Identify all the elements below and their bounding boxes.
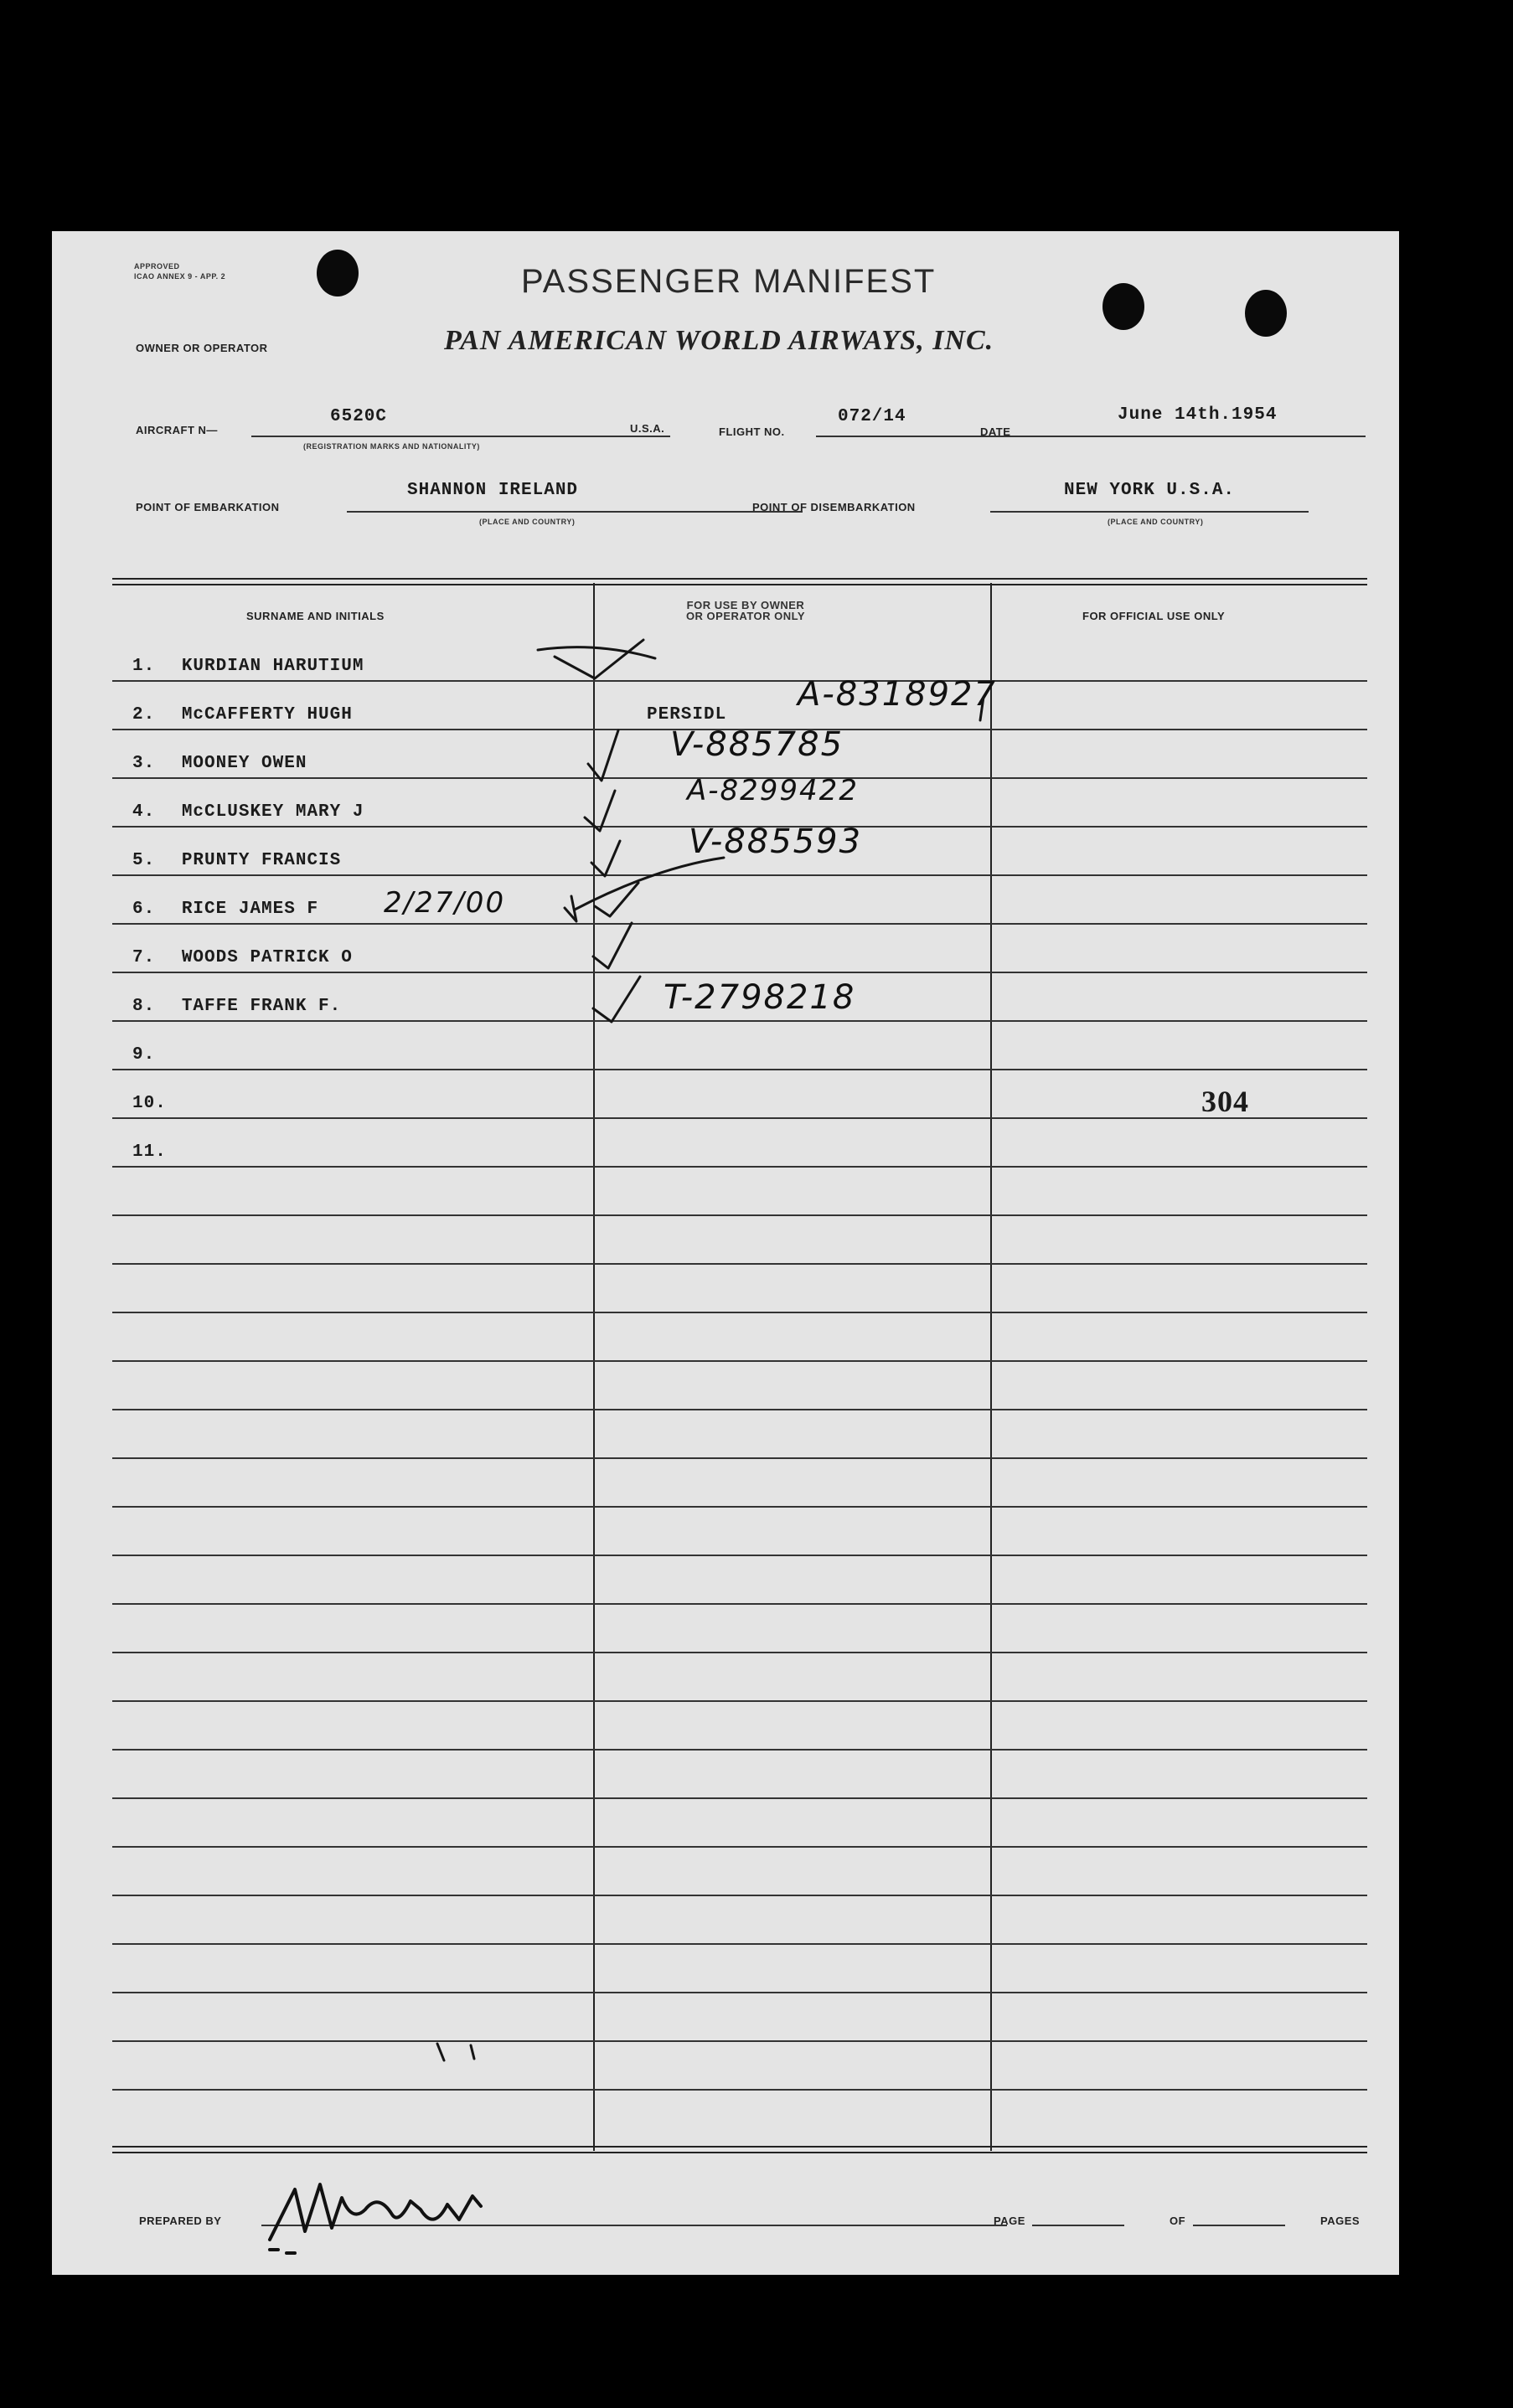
page-title: PASSENGER MANIFEST [521,263,937,300]
place-note: (PLACE AND COUNTRY) [479,518,576,526]
check-mark [593,923,632,968]
col-header-surname: SURNAME AND INITIALS [246,610,385,622]
check-mark [593,977,640,1022]
passenger-name: McCLUSKEY MARY J [181,802,364,822]
pen-stroke [575,858,724,910]
stamp-number: 304 [1201,1085,1249,1118]
pages-label: PAGES [1320,2215,1361,2227]
passenger-name: PRUNTY FRANCIS [181,851,342,870]
col-header-owner-line: FOR USE BY OWNER [686,599,805,611]
embark-value: SHANNON IRELAND [407,481,579,500]
date-value: June 14th.1954 [1118,405,1278,425]
manifest-sheet [52,231,1399,2275]
row-number: 11. [132,1142,167,1162]
signature [261,2173,546,2256]
handwritten-note: T-2798218 [664,978,856,1017]
check-mark [591,841,620,876]
check-mark [585,791,615,831]
flight-label: FLIGHT NO. [719,425,785,438]
flight-value: 072/14 [838,407,906,426]
handwritten-note: V-885785 [670,725,844,764]
nationality-value: U.S.A. [630,422,665,435]
row-number: 10. [132,1094,167,1113]
passenger-name: RICE JAMES F [181,900,319,919]
aircraft-label: AIRCRAFT N— [136,424,218,436]
passenger-name: McCAFFERTY HUGH [181,705,353,724]
handwritten-note: 2/27/00 [384,886,506,920]
col-header-owner-line: OR OPERATOR ONLY [685,610,806,622]
pen-stroke [437,2044,474,2060]
handwritten-note: A-8318927 [798,675,997,714]
check-mark [595,883,638,916]
row-number: 1. [132,657,156,676]
approval-line: ICAO ANNEX 9 - APP. 2 [134,272,226,281]
check-mark [588,730,618,781]
of-underline [1193,2225,1285,2226]
disembark-label: POINT OF DISEMBARKATION [752,501,916,513]
handwritten-note: V-885593 [689,822,863,861]
check-mark [555,640,643,678]
disembark-value: NEW YORK U.S.A. [1064,481,1236,500]
passenger-name: TAFFE FRANK F. [181,997,342,1016]
approval-line: APPROVED [134,262,180,271]
page-underline [1032,2225,1124,2226]
row-number: 3. [132,754,156,773]
handwritten-marks [52,231,1399,2275]
row-number: 2. [132,705,156,724]
page-label: PAGE [994,2215,1025,2227]
aircraft-value: 6520C [330,407,388,426]
prepared-by-label: PREPARED BY [139,2215,222,2227]
passenger-name: MOONEY OWEN [181,754,307,773]
passenger-name: WOODS PATRICK O [181,948,353,967]
passenger-name: KURDIAN HARUTIUM [181,657,364,676]
of-label: OF [1170,2215,1186,2227]
embark-label: POINT OF EMBARKATION [136,501,280,513]
row-number: 5. [132,851,156,870]
row-number: 7. [132,948,156,967]
registration-note: (REGISTRATION MARKS AND NATIONALITY) [303,442,480,451]
date-label: DATE [980,425,1011,438]
row-number: 8. [132,997,156,1016]
row-number: 4. [132,802,156,822]
row-number: 9. [132,1045,156,1065]
pen-stroke [980,697,984,720]
owner-label: OWNER OR OPERATOR [136,342,268,354]
col-header-official: FOR OFFICIAL USE ONLY [1082,610,1226,622]
operator-entry: PERSIDL [647,705,727,724]
airline-name: PAN AMERICAN WORLD AIRWAYS, INC. [444,325,994,356]
handwritten-note: A-8299422 [687,774,859,807]
row-number: 6. [132,900,156,919]
place-note: (PLACE AND COUNTRY) [1108,518,1204,526]
